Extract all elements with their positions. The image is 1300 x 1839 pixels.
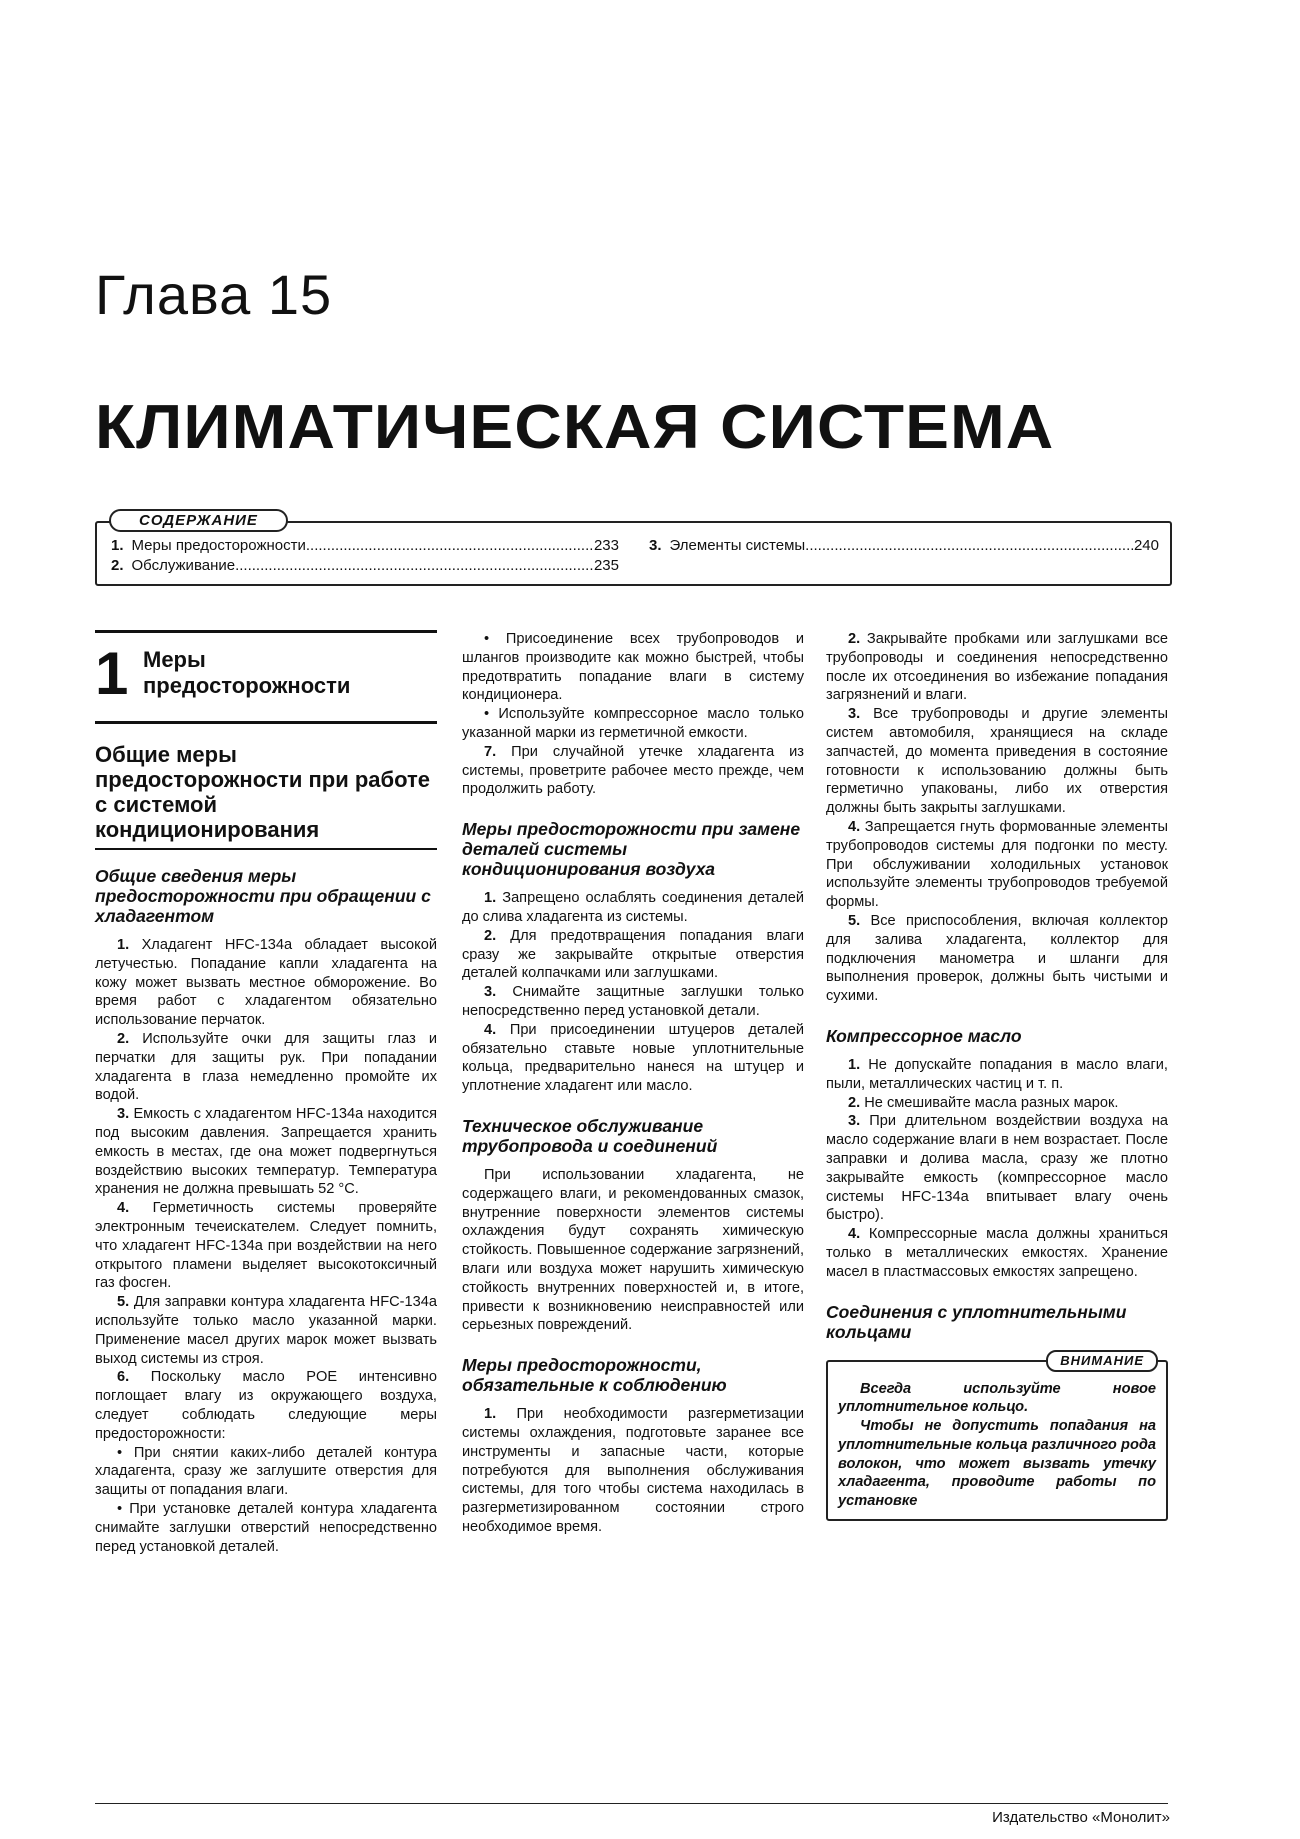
paragraph: 1. Хладагент HFC-134a обладает высокой летучестью. Попадание капли хладагента на кожу может вызвать местное обморожение. Во время работ с хладагентом обязательно использование перчаток. bbox=[95, 937, 437, 1029]
paragraph: 4. Компрессорные масла должны храниться только в металлических емкостях. Хранение масел в пластмассовых емкостях запрещено. bbox=[826, 1226, 1168, 1280]
paragraph: При использовании хладагента, не содержащего влаги, и рекомендованных смазок, внутренние поверхности элементов системы охлаждения будут сохранять химическую стойкость. Повышенное содержание загрязнений, влаги или воздуха может нарушить химическую стойкость внутренних поверхностей и, в итоге, привести к возникновению неисправностей или серьезных повреждений. bbox=[462, 1166, 804, 1334]
paragraph: 2. Не смешивайте масла разных марок. bbox=[848, 1094, 1119, 1111]
subheading: Компрессорное масло bbox=[826, 1025, 1022, 1046]
list-item: • При установке деталей контура хладагента снимайте заглушки отверстий непосредственно перед установкой деталей. bbox=[95, 1500, 437, 1555]
column-3 bbox=[826, 630, 1168, 1521]
toc-item[interactable]: 3. Элементы системы ..... 240 bbox=[649, 537, 1159, 554]
column-2 bbox=[462, 630, 804, 1537]
paragraph: 1. При необходимости разгерметизации системы охлаждения, подготовьте заранее все инструменты и запасные части, которые потребуются для выполнения обслуживания системы, для того чтобы система находилась в разгерметизированном состоянии строго необходимое время. bbox=[462, 1406, 804, 1535]
paragraph: 3. При длительном воздействии воздуха на масло содержание влаги в нем возрастает. После заправки и долива масла, сразу же плотно закрывайте емкость (компрессорное масло системы HFC-134a впитывает влагу очень быстро). bbox=[826, 1113, 1168, 1224]
paragraph: 4. Герметичность системы проверяйте электронным течеискателем. Следует помнить, что хладагент HFC-134a при воздействии на него открытого пламени выделяет высокотоксичный газ фосген. bbox=[95, 1200, 437, 1292]
paragraph: 1. Запрещено ослаблять соединения деталей до слива хладагента из системы. bbox=[462, 890, 805, 925]
publisher-footer: Издательство «Монолит» bbox=[992, 1809, 1170, 1826]
subheading: Соединения с уплотнительными кольцами bbox=[826, 1301, 1127, 1342]
list-item: • При снятии каких-либо деталей контура хладагента, сразу же заглушите отверстия для защиты от попадания влаги. bbox=[95, 1444, 437, 1499]
paragraph: 3. Емкость с хладагентом HFC-134a находится под высоким давления. Запрещается хранить емкость в местах, где она может подвергнуться воздействию высоких температур. Температура хранения не должна превышать 52 °С. bbox=[95, 1106, 437, 1198]
paragraph: 2. Используйте очки для защиты глаз и перчатки для защиты рук. При попадании хладагента в глаза немедленно промойте их водой. bbox=[95, 1030, 437, 1104]
table-of-contents bbox=[95, 512, 1172, 586]
warning-text: Всегда используйте новое уплотнительное кольцо. bbox=[838, 1380, 1156, 1416]
heading: Общие меры предосторожности при работе с системой кондиционирования bbox=[95, 742, 437, 850]
subheading: Меры предосторожности при замене деталей системы кондиционирования воздуха bbox=[462, 819, 801, 880]
paragraph: 1. Не допускайте попадания в масло влаги, пыли, металлических частиц и т. п. bbox=[826, 1056, 1168, 1092]
subheading: Общие сведения меры предосторожности при обращении с хладагентом bbox=[95, 866, 431, 926]
warning-box bbox=[826, 1352, 1168, 1522]
toc-label: СОДЕРЖАНИЕ bbox=[109, 509, 288, 532]
section-title: Меры предосторожности bbox=[143, 647, 351, 698]
column-1 bbox=[95, 630, 437, 1556]
paragraph: 6. Поскольку масло POE интенсивно поглощает влагу из окружающего воздуха, следует соблюдать следующие меры предосторожности: bbox=[95, 1369, 437, 1442]
subheading: Меры предосторожности, обязательные к соблюдению bbox=[462, 1355, 727, 1396]
paragraph: 2. Для предотвращения попадания влаги сразу же закрывайте открытые отверстия деталей колпачками или заглушками. bbox=[462, 927, 804, 982]
paragraph: 5. Все приспособления, включая коллектор для залива хладагента, коллектор для подключения манометра и шланги для выполнения проверок, должны быть чистыми и сухими. bbox=[826, 912, 1168, 1005]
warning-label: ВНИМАНИЕ bbox=[1046, 1350, 1158, 1373]
section-header bbox=[95, 630, 437, 724]
paragraph: 2. Закрывайте пробками или заглушками все трубопроводы и соединения непосредственно после их отсоединения во избежание попадания загрязнений и влаги. bbox=[826, 631, 1168, 704]
toc-item[interactable]: 1. Меры предосторожности ..... 233 bbox=[111, 537, 619, 554]
paragraph: 7. При случайной утечке хладагента из системы, проветрите рабочее место прежде, чем продолжить работу. bbox=[462, 743, 804, 798]
paragraph: 5. Для заправки контура хладагента HFC-134a используйте только масло указанной марки. Применение масел других марок может вызвать выход системы из строя. bbox=[95, 1294, 437, 1367]
paragraph: 4. Запрещается гнуть формованные элементы трубопроводов системы для подгонки по месту. При обслуживании холодильных установок используйте элементы трубопроводов требуемой формы. bbox=[826, 818, 1168, 911]
subheading: Техническое обслуживание трубопровода и соединений bbox=[462, 1115, 718, 1156]
footer-divider bbox=[95, 1803, 1168, 1804]
chapter-label: Глава 15 bbox=[95, 263, 333, 326]
list-item: • Используйте компрессорное масло только указанной марки из герметичной емкости. bbox=[462, 706, 804, 741]
paragraph: 3. Снимайте защитные заглушки только непосредственно перед установкой детали. bbox=[462, 984, 804, 1019]
page-title: КЛИМАТИЧЕСКАЯ СИСТЕМА bbox=[95, 393, 1055, 462]
section-number: 1 bbox=[95, 640, 129, 707]
paragraph: 4. При присоединении штуцеров деталей обязательно ставьте новые уплотнительные кольца, предварительно нанеся на штуцер и уплотнение хладагент или масло. bbox=[462, 1021, 804, 1095]
warning-text: Чтобы не допустить попадания на уплотнительные кольца различного рода волокон, что может вызвать утечку хладагента, проводите работы по установке bbox=[838, 1418, 1156, 1510]
toc-item[interactable]: 2. Обслуживание ..... 235 bbox=[111, 557, 619, 574]
list-item: • Присоединение всех трубопроводов и шлангов производите как можно быстрей, чтобы предотвратить попадание влаги в систему кондиционера. bbox=[462, 631, 804, 704]
paragraph: 3. Все трубопроводы и другие элементы систем автомобиля, хранящиеся на складе запчастей, до момента приведения в состояние готовности к использованию должны быть герметично упакованы, либо их отверстия должны быть закрыты заглушками. bbox=[826, 706, 1168, 817]
